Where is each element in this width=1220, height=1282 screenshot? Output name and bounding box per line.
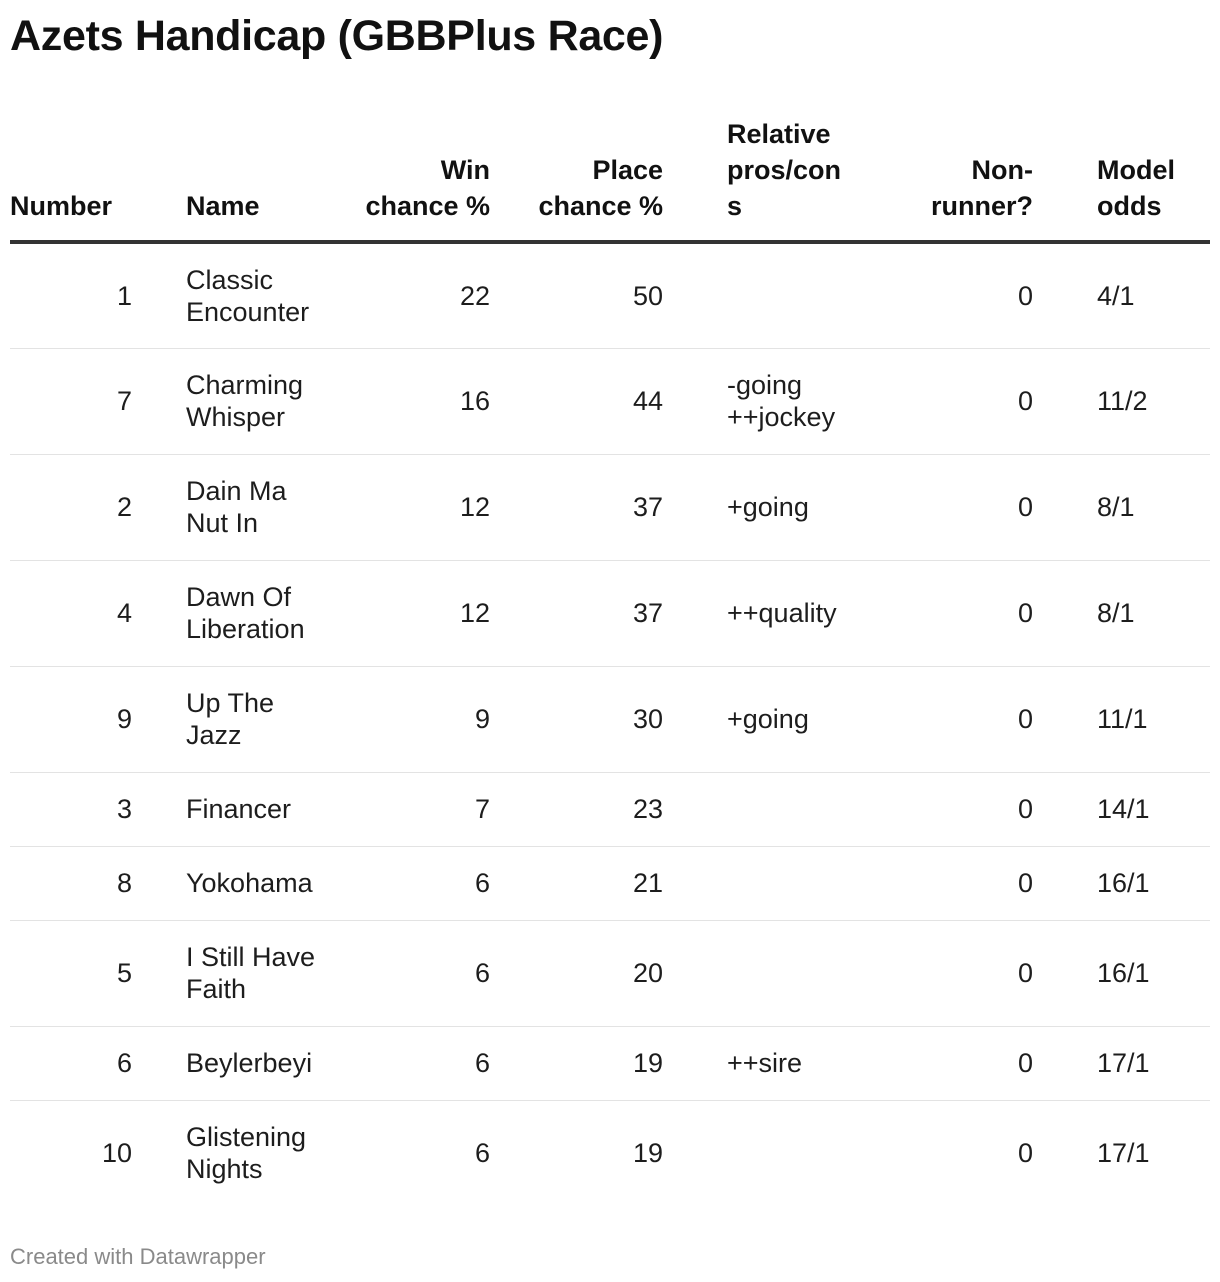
cell-odds: 11/2 bbox=[1033, 348, 1210, 454]
table-row bbox=[10, 846, 1210, 920]
cell-place-chance: 19 bbox=[632, 1138, 663, 1169]
cell-relative bbox=[663, 1100, 848, 1206]
cell-relative: +going bbox=[663, 666, 848, 772]
cell-odds: 4/1 bbox=[1033, 242, 1210, 348]
cell-win-chance: 22 bbox=[325, 242, 490, 348]
cell-relative: +going bbox=[663, 454, 848, 560]
cell-name: Dain Ma Nut In bbox=[160, 454, 325, 560]
cell-name: I Still Have Faith bbox=[160, 920, 325, 1026]
cell-number: 3 bbox=[10, 772, 160, 846]
cell-place-chance: 37 bbox=[490, 560, 663, 666]
cell-relative: ++sire bbox=[663, 1026, 848, 1100]
column-header-place[interactable]: Place chance % bbox=[490, 112, 663, 242]
cell-number: 2 bbox=[10, 454, 160, 560]
chart-title: Azets Handicap (GBBPlus Race) bbox=[10, 12, 664, 60]
cell-place-chance: 20 bbox=[490, 920, 663, 1026]
cell-win-chance: 9 bbox=[325, 666, 490, 772]
table-row bbox=[10, 920, 1210, 1026]
column-header-relative[interactable]: Relative pros/cons bbox=[663, 112, 848, 242]
cell-relative bbox=[663, 846, 848, 920]
cell-relative bbox=[663, 242, 848, 348]
column-header-odds[interactable]: Model odds bbox=[1033, 112, 1210, 242]
cell-place-chance: 21 bbox=[490, 846, 663, 920]
cell-number: 6 bbox=[10, 1026, 160, 1100]
table-row bbox=[10, 666, 1210, 772]
cell-nonrunner: 0 bbox=[848, 454, 1033, 560]
cell-nonrunner: 0 bbox=[848, 1026, 1033, 1100]
cell-win-chance: 6 bbox=[325, 1026, 490, 1100]
cell-win-chance: 12 bbox=[325, 454, 490, 560]
cell-nonrunner: 0 bbox=[848, 846, 1033, 920]
cell-relative: -going ++jockey bbox=[663, 348, 848, 454]
table-row bbox=[10, 772, 1210, 846]
cell-number: 7 bbox=[10, 348, 160, 454]
cell-number: 4 bbox=[10, 560, 160, 666]
cell-place-chance: 30 bbox=[490, 666, 663, 772]
table-header bbox=[10, 112, 1210, 242]
table-row bbox=[10, 1100, 1210, 1206]
column-header-win[interactable]: Win chance % bbox=[325, 112, 490, 242]
cell-nonrunner: 0 bbox=[848, 242, 1033, 348]
cell-win-chance: 6 bbox=[325, 920, 490, 1026]
cell-odds: 17/1 bbox=[1097, 1138, 1150, 1169]
cell-win-chance: 7 bbox=[325, 772, 490, 846]
cell-name: Dawn Of Liberation bbox=[160, 560, 325, 666]
cell-nonrunner: 0 bbox=[848, 348, 1033, 454]
cell-odds: 17/1 bbox=[1033, 1026, 1210, 1100]
cell-number: 9 bbox=[10, 666, 160, 772]
cell-name: Beylerbeyi bbox=[160, 1026, 325, 1100]
cell-number: 8 bbox=[10, 846, 160, 920]
column-header-nonrunner[interactable]: Non-runner? bbox=[848, 112, 1033, 242]
column-header-number[interactable]: Number bbox=[10, 112, 160, 242]
cell-nonrunner: 0 bbox=[1017, 1138, 1033, 1169]
table-body bbox=[10, 242, 1210, 1206]
cell-odds: 8/1 bbox=[1033, 560, 1210, 666]
cell-relative bbox=[663, 772, 848, 846]
cell-place-chance: 19 bbox=[490, 1026, 663, 1100]
cell-win-chance: 6 bbox=[325, 846, 490, 920]
header-row bbox=[10, 112, 1210, 242]
cell-nonrunner: 0 bbox=[848, 666, 1033, 772]
table-row bbox=[10, 242, 1210, 348]
cell-odds: 16/1 bbox=[1033, 920, 1210, 1026]
cell-name: Up The Jazz bbox=[160, 666, 325, 772]
cell-name: Classic Encounter bbox=[160, 242, 325, 348]
cell-number: 5 bbox=[10, 920, 160, 1026]
cell-relative bbox=[663, 920, 848, 1026]
table-row bbox=[10, 560, 1210, 666]
cell-name: Yokohama bbox=[160, 846, 325, 920]
cell-place-chance: 37 bbox=[490, 454, 663, 560]
cell-place-chance: 50 bbox=[490, 242, 663, 348]
cell-number: 10 bbox=[101, 1138, 132, 1169]
cell-name: Glistening Nights bbox=[186, 1122, 307, 1185]
cell-odds: 8/1 bbox=[1033, 454, 1210, 560]
cell-relative: ++quality bbox=[663, 560, 848, 666]
footer-credit: Created with Datawrapper bbox=[10, 1244, 266, 1269]
cell-place-chance: 44 bbox=[490, 348, 663, 454]
cell-nonrunner: 0 bbox=[848, 772, 1033, 846]
cell-odds: 14/1 bbox=[1033, 772, 1210, 846]
cell-name: Financer bbox=[160, 772, 325, 846]
cell-win-chance: 16 bbox=[325, 348, 490, 454]
table-row bbox=[10, 454, 1210, 560]
cell-place-chance: 23 bbox=[490, 772, 663, 846]
cell-nonrunner: 0 bbox=[848, 920, 1033, 1026]
cell-odds: 16/1 bbox=[1033, 846, 1210, 920]
column-header-name[interactable]: Name bbox=[160, 112, 325, 242]
cell-win-chance: 12 bbox=[325, 560, 490, 666]
cell-name: Charming Whisper bbox=[160, 348, 325, 454]
cell-number: 1 bbox=[10, 242, 160, 348]
race-table bbox=[10, 112, 1210, 1206]
cell-win-chance: 6 bbox=[474, 1138, 490, 1169]
cell-odds: 11/1 bbox=[1033, 666, 1210, 772]
cell-nonrunner: 0 bbox=[848, 560, 1033, 666]
table-row bbox=[10, 1026, 1210, 1100]
table-row bbox=[10, 348, 1210, 454]
